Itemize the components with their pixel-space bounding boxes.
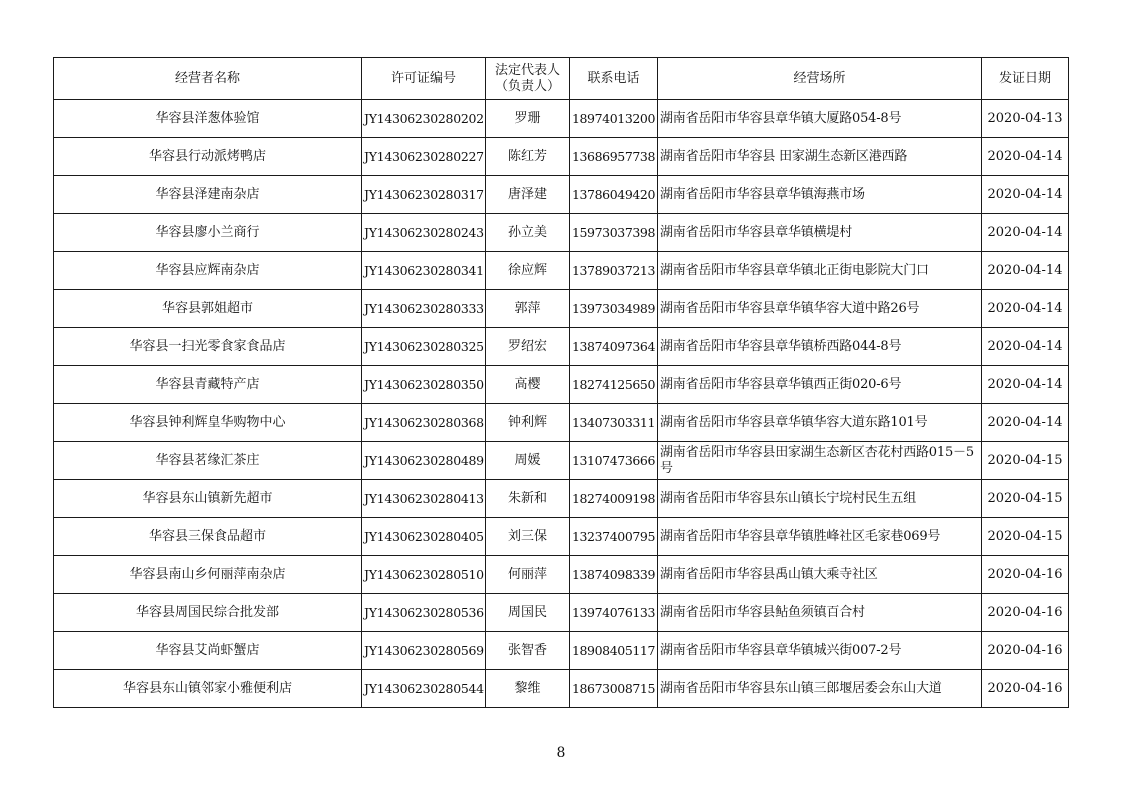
- cell-phone: 18908405117: [570, 632, 658, 670]
- cell-address: 湖南省岳阳市华容县东山镇长宁垸村民生五组: [658, 480, 982, 518]
- cell-phone: 18274125650: [570, 366, 658, 404]
- cell-phone: 13237400795: [570, 518, 658, 556]
- header-phone: 联系电话: [570, 58, 658, 100]
- cell-phone: 13974076133: [570, 594, 658, 632]
- table-row: [54, 480, 1069, 518]
- cell-phone: 13789037213: [570, 252, 658, 290]
- cell-address: 湖南省岳阳市华容县 田家湖生态新区港西路: [658, 138, 982, 176]
- cell-license-number: JY14306230280341: [362, 252, 486, 290]
- header-address: 经营场所: [658, 58, 982, 100]
- cell-issue-date: 2020-04-14: [982, 176, 1069, 214]
- cell-issue-date: 2020-04-14: [982, 328, 1069, 366]
- cell-operator-name: 华容县南山乡何丽萍南杂店: [54, 556, 362, 594]
- cell-phone: 13107473666: [570, 442, 658, 480]
- cell-legal-representative: 郭萍: [486, 290, 570, 328]
- cell-license-number: JY14306230280317: [362, 176, 486, 214]
- cell-legal-representative: 周国民: [486, 594, 570, 632]
- cell-phone: 13786049420: [570, 176, 658, 214]
- cell-operator-name: 华容县廖小兰商行: [54, 214, 362, 252]
- cell-issue-date: 2020-04-14: [982, 214, 1069, 252]
- cell-legal-representative: 周媛: [486, 442, 570, 480]
- table-row: [54, 442, 1069, 480]
- cell-address: 湖南省岳阳市华容县章华镇横堤村: [658, 214, 982, 252]
- cell-operator-name: 华容县行动派烤鸭店: [54, 138, 362, 176]
- cell-issue-date: 2020-04-15: [982, 442, 1069, 480]
- cell-license-number: JY14306230280405: [362, 518, 486, 556]
- cell-issue-date: 2020-04-14: [982, 252, 1069, 290]
- header-legal-representative: [486, 58, 570, 100]
- cell-legal-representative: 钟利辉: [486, 404, 570, 442]
- cell-address: 湖南省岳阳市华容县章华镇大厦路054-8号: [658, 100, 982, 138]
- header-issue-date: 发证日期: [982, 58, 1069, 100]
- cell-operator-name: 华容县茗缘汇茶庄: [54, 442, 362, 480]
- header-operator-name: 经营者名称: [54, 58, 362, 100]
- cell-issue-date: 2020-04-15: [982, 480, 1069, 518]
- cell-license-number: JY14306230280489: [362, 442, 486, 480]
- cell-operator-name: 华容县一扫光零食家食品店: [54, 328, 362, 366]
- table-row: [54, 214, 1069, 252]
- cell-issue-date: 2020-04-13: [982, 100, 1069, 138]
- cell-address: 湖南省岳阳市华容县章华镇北正街电影院大门口: [658, 252, 982, 290]
- cell-phone: 13874097364: [570, 328, 658, 366]
- cell-issue-date: 2020-04-16: [982, 556, 1069, 594]
- cell-operator-name: 华容县东山镇邻家小雅便利店: [54, 670, 362, 708]
- header-rep-line1: 法定代表人: [494, 62, 560, 78]
- table-header: [54, 58, 1069, 100]
- cell-operator-name: 华容县周国民综合批发部: [54, 594, 362, 632]
- header-row: [54, 58, 1069, 100]
- cell-operator-name: 华容县钟利辉皇华购物中心: [54, 404, 362, 442]
- cell-operator-name: 华容县东山镇新先超市: [54, 480, 362, 518]
- cell-license-number: JY14306230280544: [362, 670, 486, 708]
- cell-license-number: JY14306230280368: [362, 404, 486, 442]
- cell-address: 湖南省岳阳市华容县田家湖生态新区杏花村西路015－5号: [658, 442, 982, 480]
- cell-license-number: JY14306230280536: [362, 594, 486, 632]
- cell-issue-date: 2020-04-16: [982, 632, 1069, 670]
- cell-legal-representative: 朱新和: [486, 480, 570, 518]
- cell-address: 湖南省岳阳市华容县章华镇华容大道东路101号: [658, 404, 982, 442]
- cell-license-number: JY14306230280510: [362, 556, 486, 594]
- cell-phone: 15973037398: [570, 214, 658, 252]
- page-number: 8: [556, 745, 566, 761]
- cell-phone: 18274009198: [570, 480, 658, 518]
- cell-phone: 13407303311: [570, 404, 658, 442]
- cell-address: 湖南省岳阳市华容县章华镇城兴街007-2号: [658, 632, 982, 670]
- cell-phone: 13973034989: [570, 290, 658, 328]
- cell-legal-representative: 孙立美: [486, 214, 570, 252]
- table-row: [54, 328, 1069, 366]
- table-body: [54, 100, 1069, 708]
- cell-address: 湖南省岳阳市华容县章华镇胜峰社区毛家巷069号: [658, 518, 982, 556]
- cell-operator-name: 华容县青藏特产店: [54, 366, 362, 404]
- cell-legal-representative: 高樱: [486, 366, 570, 404]
- cell-issue-date: 2020-04-16: [982, 594, 1069, 632]
- table-row: [54, 556, 1069, 594]
- cell-license-number: JY14306230280227: [362, 138, 486, 176]
- cell-phone: 18974013200: [570, 100, 658, 138]
- cell-operator-name: 华容县洋葱体验馆: [54, 100, 362, 138]
- cell-phone: 13686957738: [570, 138, 658, 176]
- cell-issue-date: 2020-04-16: [982, 670, 1069, 708]
- cell-legal-representative: 徐应辉: [486, 252, 570, 290]
- cell-license-number: JY14306230280413: [362, 480, 486, 518]
- cell-phone: 13874098339: [570, 556, 658, 594]
- header-license-number: 许可证编号: [362, 58, 486, 100]
- cell-issue-date: 2020-04-14: [982, 366, 1069, 404]
- table-row: [54, 670, 1069, 708]
- table-row: [54, 594, 1069, 632]
- cell-legal-representative: 刘三保: [486, 518, 570, 556]
- cell-address: 湖南省岳阳市华容县章华镇西正街020-6号: [658, 366, 982, 404]
- cell-address: 湖南省岳阳市华容县章华镇桥西路044-8号: [658, 328, 982, 366]
- cell-issue-date: 2020-04-14: [982, 290, 1069, 328]
- cell-address: 湖南省岳阳市华容县章华镇华容大道中路26号: [658, 290, 982, 328]
- cell-license-number: JY14306230280325: [362, 328, 486, 366]
- cell-legal-representative: 罗绍宏: [486, 328, 570, 366]
- table-row: [54, 518, 1069, 556]
- cell-operator-name: 华容县泽建南杂店: [54, 176, 362, 214]
- cell-phone: 18673008715: [570, 670, 658, 708]
- table-row: [54, 138, 1069, 176]
- cell-issue-date: 2020-04-14: [982, 404, 1069, 442]
- cell-legal-representative: 何丽萍: [486, 556, 570, 594]
- cell-address: 湖南省岳阳市华容县禹山镇大乘寺社区: [658, 556, 982, 594]
- cell-operator-name: 华容县应辉南杂店: [54, 252, 362, 290]
- header-rep-line2: （负责人）: [494, 78, 560, 94]
- cell-legal-representative: 张智香: [486, 632, 570, 670]
- table-row: [54, 176, 1069, 214]
- cell-issue-date: 2020-04-15: [982, 518, 1069, 556]
- cell-license-number: JY14306230280350: [362, 366, 486, 404]
- cell-license-number: JY14306230280569: [362, 632, 486, 670]
- cell-issue-date: 2020-04-14: [982, 138, 1069, 176]
- license-table: [53, 57, 1069, 708]
- cell-legal-representative: 陈红芳: [486, 138, 570, 176]
- table-row: [54, 366, 1069, 404]
- cell-legal-representative: 黎维: [486, 670, 570, 708]
- cell-legal-representative: 唐泽建: [486, 176, 570, 214]
- table-row: [54, 252, 1069, 290]
- cell-license-number: JY14306230280333: [362, 290, 486, 328]
- cell-address: 湖南省岳阳市华容县鲇鱼须镇百合村: [658, 594, 982, 632]
- table-row: [54, 100, 1069, 138]
- table-row: [54, 290, 1069, 328]
- cell-address: 湖南省岳阳市华容县东山镇三郎堰居委会东山大道: [658, 670, 982, 708]
- cell-operator-name: 华容县郭姐超市: [54, 290, 362, 328]
- cell-legal-representative: 罗珊: [486, 100, 570, 138]
- table-row: [54, 632, 1069, 670]
- cell-license-number: JY14306230280202: [362, 100, 486, 138]
- cell-operator-name: 华容县三保食品超市: [54, 518, 362, 556]
- table-row: [54, 404, 1069, 442]
- cell-license-number: JY14306230280243: [362, 214, 486, 252]
- cell-address: 湖南省岳阳市华容县章华镇海燕市场: [658, 176, 982, 214]
- cell-operator-name: 华容县艾尚虾蟹店: [54, 632, 362, 670]
